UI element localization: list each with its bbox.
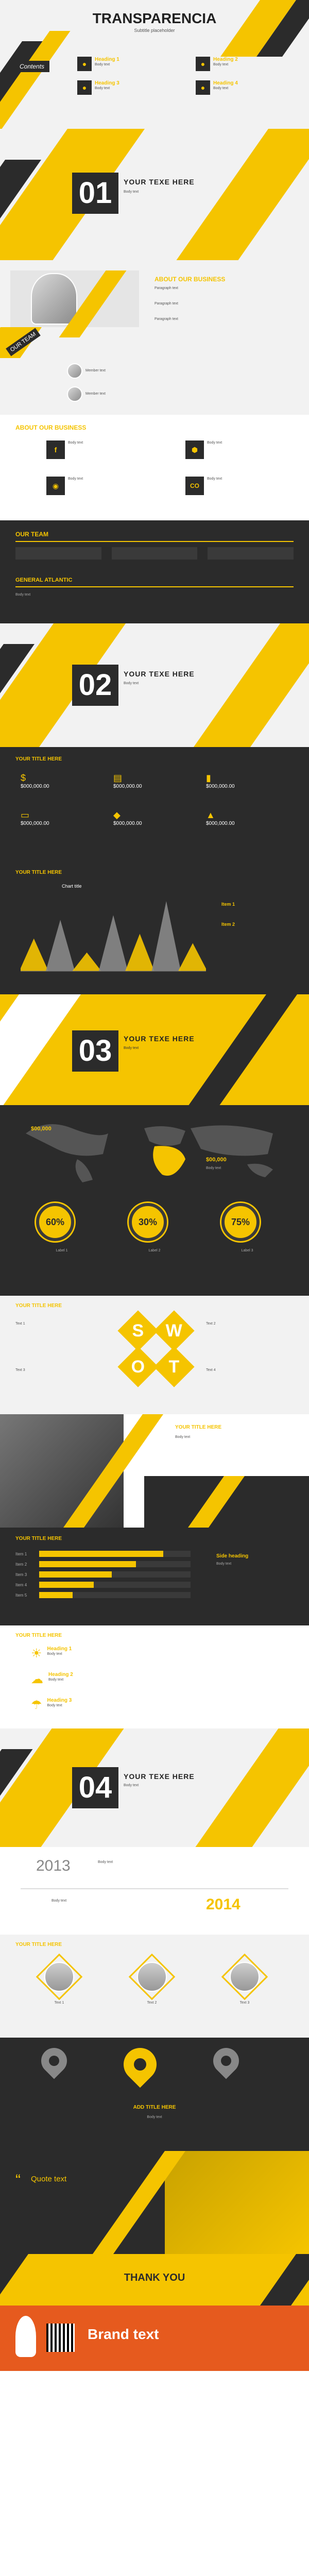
person: Text 2 [124,1955,180,2005]
weather-title: YOUR TITLE HERE [15,1633,62,1638]
sun-icon: ☀ [31,1647,42,1660]
pins-row [41,2048,239,2081]
bar-fill [39,1571,112,1578]
avatar [67,363,82,379]
finance-stat: ▲ $000,000.00 [206,810,288,826]
peak-mark [178,943,206,971]
team-member: Member text [67,363,178,379]
year-2014: 2014 [206,1896,241,1913]
peak-mark [21,939,48,971]
section-number: 02 [72,665,118,706]
section-title: YOUR TEXE HERE [124,178,195,186]
wallet-icon: ▭ [21,810,30,820]
bar-fill [39,1551,163,1557]
bar-row [15,1561,191,1567]
peak-chart [21,891,206,979]
peak-mark [72,953,101,971]
quote-text: Quote text [31,2175,67,2183]
bar-fill [39,1592,73,1598]
slide-pins: ADD TITLE HERE Body text [0,2038,309,2151]
rocket-icon [15,2316,36,2357]
slide-map: $00,000 $00,000 Body text [0,1105,309,1193]
slide-bars: YOUR TITLE HERE Item 1 Item 2 Item 3 Item 4 Item 5 Side heading Body text [0,1528,309,1625]
business-title: ABOUT OUR BUSINESS [15,424,87,431]
business-item: f Body text [46,440,149,459]
bar-label: Item 5 [15,1592,27,1598]
year-2013: 2013 [36,1857,71,1874]
section-text: Body text [124,190,139,194]
map-pin-icon [117,2041,164,2088]
peaks-title: YOUR TITLE HERE [15,870,62,875]
slide-section-02: 02 YOUR TEXE HERE Body text [0,623,309,747]
percent-item: 75% Label 3 [221,1203,273,1253]
bar-label: Item 3 [15,1572,27,1577]
peak-mark [46,920,75,971]
contents-icon: ● [196,57,210,71]
chart-icon: ▮ [206,773,211,783]
slide-section-01 [0,129,309,260]
section-number: 04 [72,1767,118,1808]
contents-icon: ● [77,80,92,95]
portrait-photo [165,2151,309,2254]
bar-fill [39,1561,136,1567]
slide-about: OUR TEAM ABOUT OUR BUSINESS Paragraph text Paragraph text Paragraph text Member text Member text [0,260,309,415]
contents-icon: ● [196,80,210,95]
section-number: 01 [72,173,118,214]
cart-icon: ▲ [206,810,215,820]
photos-title: YOUR TITLE HERE [175,1425,222,1430]
pins-title: ADD TITLE HERE [133,2105,176,2110]
bag-icon: ◆ [113,810,121,820]
cover-subtitle: Subtitle placeholder [134,28,175,33]
slide-finance [0,747,309,860]
about-badge: OUR TEAM [6,328,41,357]
business-item: CO Body text [185,477,288,495]
world-map [15,1113,294,1185]
finance-stat: ◆ $000,000.00 [113,810,196,826]
map-pin-icon [36,2043,73,2079]
percent-item: 60% Label 1 [36,1203,88,1253]
hexagon-icon: ⬢ [185,440,204,459]
bar-row [15,1592,191,1598]
team-row [15,547,294,563]
peak-mark [125,934,154,972]
weather-item: ☁ Heading 2 Body text [31,1672,73,1686]
business-item: ⬢ Body text [185,440,288,459]
finance-grid [21,773,288,826]
about-title: ABOUT OUR BUSINESS [154,276,226,283]
swot-diagram: S W O T [124,1316,191,1388]
finance-stat: ▭ $000,000.00 [21,810,103,826]
quote-icon: “ [15,2172,21,2189]
contents-item[interactable]: ● Heading 4 Body text [196,80,294,95]
section-title: YOUR TEXE HERE [124,670,195,678]
contents-label: Contents [14,61,49,72]
thanks-text: THANK YOU [124,2272,185,2283]
coin-icon: $ [21,773,26,783]
people-title: YOUR TITLE HERE [15,1942,62,1947]
co-icon: CO [185,477,204,495]
business-item: ◉ Body text [46,477,149,495]
map-stat-2: $00,000 [206,1157,227,1163]
finance-stat: $ $000,000.00 [21,773,103,789]
peak-mark [99,915,128,971]
contents-item[interactable]: ● Heading 1 Body text [77,57,175,71]
slide-section-04: 04 YOUR TEXE HERE Body text [0,1728,309,1847]
finance-title: YOUR TITLE HERE [15,756,62,762]
finance-stat: ▮ $000,000.00 [206,773,288,789]
slide-swot: YOUR TITLE HERE S W O T Text 1 Text 2 Text 3 Text 4 [0,1296,309,1414]
slide-quote [0,2151,309,2254]
bar-fill [39,1582,94,1588]
bar-row [15,1551,191,1557]
section-title: YOUR TEXE HERE [124,1772,195,1781]
bar-list [15,1551,191,1602]
percent-item: 30% Label 2 [129,1203,180,1253]
bar-label: Item 4 [15,1582,27,1587]
slide-cover [0,0,309,129]
facebook-icon: f [46,440,65,459]
footer-brand: Brand text [88,2326,159,2342]
section-number: 03 [72,1030,118,1072]
slide-team: OUR TEAM GENERAL ATLANTIC Body text [0,520,309,623]
slide-business [0,415,309,520]
slide-percent [0,1193,309,1296]
person: Text 3 [216,1955,273,2005]
bar-row [15,1582,191,1588]
finance-stat: ▤ $000,000.00 [113,773,196,789]
swot-title: YOUR TITLE HERE [15,1303,62,1309]
bars-title: YOUR TITLE HERE [15,1536,62,1541]
map-stat-1: $00,000 [31,1126,52,1132]
circle-icon: ◉ [46,477,65,495]
bar-label: Item 1 [15,1551,27,1556]
weather-item: ☂ Heading 3 Body text [31,1698,72,1712]
map-pin-icon [208,2043,245,2079]
footer-banner [0,2306,309,2371]
slide-people [0,1935,309,2038]
people-row [31,1955,273,2005]
chart-legend: Item 1 Item 2 [221,902,235,927]
cloud-icon: ☁ [31,1672,43,1686]
contents-list [77,57,294,95]
slide-thanks [0,2254,309,2306]
bar-label: Item 2 [15,1562,27,1567]
slide-peaks [0,860,309,994]
money-icon: ▤ [113,773,123,783]
rain-icon: ☂ [31,1698,42,1712]
slide-timeline: 2013 Body text Body text 2014 [0,1847,309,1935]
slide-section-03: 03 YOUR TEXE HERE Body text [0,994,309,1105]
bar-row [15,1571,191,1578]
cover-title: TRANSPARENCIA [92,10,217,26]
team-subtitle: GENERAL ATLANTIC [15,577,73,583]
avatar [67,386,82,402]
contents-item[interactable]: ● Heading 3 Body text [77,80,175,95]
peak-mark [152,901,181,971]
team-title: OUR TEAM [15,531,48,538]
qr-code [46,2324,75,2352]
slide-photos: YOUR TITLE HERE Body text [0,1414,309,1528]
section-title: YOUR TEXE HERE [124,1035,195,1043]
person: Text 1 [31,1955,88,2005]
team-member: Member text [67,386,178,402]
chart-title: Chart title [62,884,82,889]
percent-row [15,1203,294,1253]
slide-weather [0,1625,309,1728]
contents-item[interactable]: ● Heading 2 Body text [196,57,294,71]
weather-item: ☀ Heading 1 Body text [31,1646,72,1660]
contents-icon: ● [77,57,92,71]
